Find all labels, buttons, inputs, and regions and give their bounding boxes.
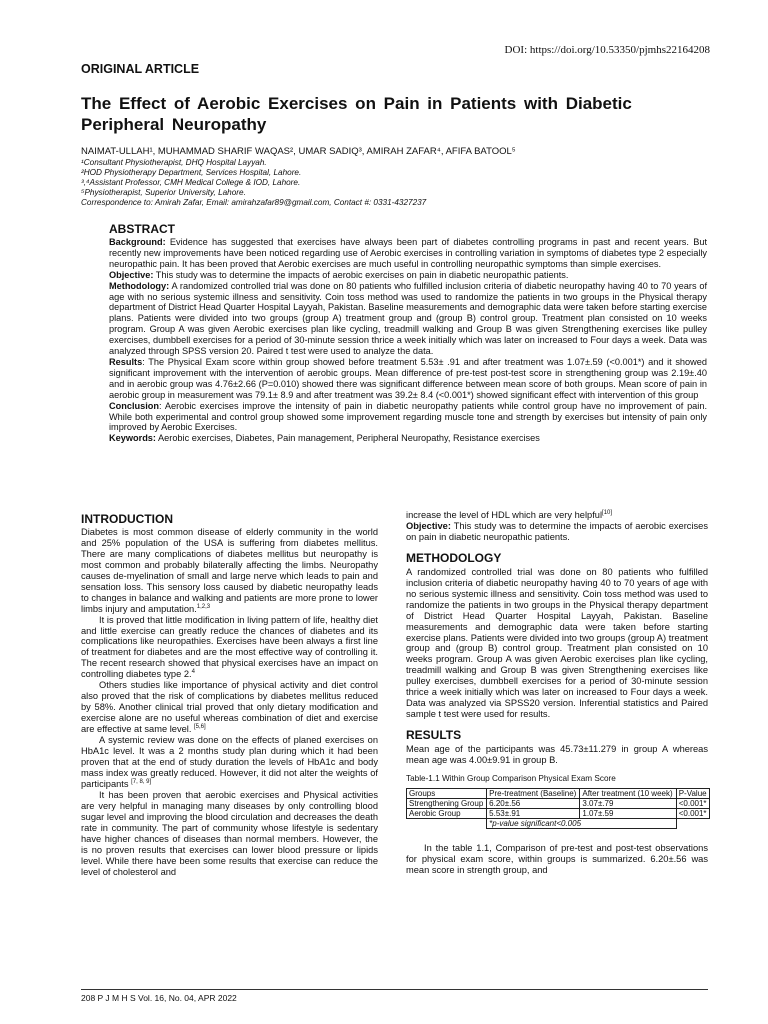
results-paragraph: Mean age of the participants was 45.73±11.279 in group A whereas mean age was 4.00±9.91 in group B. bbox=[406, 744, 708, 766]
table-footnote-row bbox=[407, 818, 710, 828]
results-table bbox=[406, 788, 710, 829]
abstract bbox=[109, 237, 707, 444]
table-row bbox=[407, 808, 710, 818]
intro-continuation: increase the level of HDL which are very helpful[10] bbox=[406, 509, 613, 520]
abstract-background: Background: Evidence has suggested that exercises have always been part of diabetes controlling programs in past and recent years. But recently new improvements have been noticed regarding use of Aerobic exercises in controlling variation in symptoms of diabetes type 2 especially neuropathic pain. It has been proved that Aerobic exercises are much useful in controlling neuropathic symptoms than simple exercises. bbox=[109, 237, 707, 269]
table-cell: 1.07±.59 bbox=[580, 808, 676, 818]
objective-paragraph: Objective: This study was to determine the impacts of aerobic exercises on pain in diabetic neuropathic patients. bbox=[406, 520, 708, 542]
methodology-paragraph: A randomized controlled trial was done on 80 patients who fulfilled inclusion criteria of diabetic neuropathy having 40 to 70 years of age with no serious systemic illness and sensitivity. Coin toss method was used to randomize the patients in two groups in the Physical therapy department of District Head Quarter Hospital Layyah, Pakistan. Baseline measurements and demographic data were taken before starting exercise plans. Patients were divided into two groups (group A) treatment group and (group B) control group. Treatment plan consisted on 10 weeks program. Group A was given Aerobic exercises plan like cycling, treadmill walking and Group B was given Strengthening exercises like pulley exercises, dumbbell exercises for a period of 30-minute session thrice a week initially which was later on increased to Four days a week. Data was analyzed via SPSS20 version. Inferential statistics and Paired sample t test were used for results. bbox=[406, 566, 708, 720]
introduction-heading: INTRODUCTION bbox=[81, 512, 173, 526]
table-caption: Table-1.1 Within Group Comparison Physical Exam Score bbox=[406, 774, 616, 784]
results-heading: RESULTS bbox=[406, 728, 462, 743]
intro-paragraph-5: It has been proven that aerobic exercises and Physical activities are very helpful in managing many diseases by only controlling blood sugar level and improving the blood circulation and decreases the death rate in community. The part of community whose lifestyle is sedentary have higher chances of diseases than normal members. However, the is no proven results that exercises can lower blood pressure or lipids level. While there have been some results that exercise can reduce the level of cholesterol and bbox=[81, 789, 378, 877]
abstract-keywords: Keywords: Aerobic exercises, Diabetes, Pain management, Peripheral Neuropathy, Resistance exercises bbox=[109, 433, 540, 444]
intro-paragraph-2: It is proved that little modification in living pattern of life, healthy diet and little exercise can greatly reduce the chances of diabetes and its complications like neuropathies. Exercises have been always a first line of treatment for diabetes and are the most effective way of controlling it. The recent research showed that physical exercises have an impact on controlling diabetes type 2.$^4$ bbox=[81, 614, 378, 680]
right-column bbox=[406, 510, 708, 876]
intro-paragraph-4: A systemic review was done on the effects of planed exercises on HbA1c level. It was a 2 months study plan during which it had been proven that at the end of study duration the levels of HbA1c and body mass index was greatly reduced. However, it did not alter the weights of participants [7, 8, 9] bbox=[81, 735, 378, 789]
page-footer: 208 P J M H S Vol. 16, No. 04, APR 2022 bbox=[81, 993, 237, 1003]
affiliation: ³,⁴Assistant Professor, CMH Medical College & IOD, Lahore. bbox=[81, 178, 301, 187]
abstract-heading: ABSTRACT bbox=[109, 222, 175, 236]
table-cell: <0.001* bbox=[676, 798, 709, 808]
correspondence: Correspondence to: Amirah Zafar, Email: amirahzafar89@gmail.com, Contact #: 0331-4327237 bbox=[81, 198, 427, 207]
affiliation: ²HOD Physiotherapy Department, Services Hospital, Lahore. bbox=[81, 168, 302, 177]
intro-paragraph-1: Diabetes is most common disease of elderly community in the world and 25% population of the USA is suffering from diabetes mellitus. There are many complications of diabetes mellitus but neuropathy is most common and probably bilaterally affecting the limbs. Neuropathy causes de-myelination of small and large nerve which leads to pain and sensation loss. This sensory loss caused by diabetic neuropathy leads to changes in balance and walking and patients are more prone to lower limbs injury and amputation.$^{1,2,3}$ bbox=[81, 526, 378, 614]
abstract-conclusion: Conclusion: Aerobic exercises improve the intensity of pain in diabetic neuropathy patients while control group have no improvement of pain. While both experimental and control group showed some improvement regarding muscle tone and strength by exercises but intensity of pain only improved by Aerobic Exercises. bbox=[109, 400, 707, 433]
table-header-cell: Pre-treatment (Baseline) bbox=[487, 788, 580, 798]
table-discussion: In the table 1.1, Comparison of pre-test and post-test observations for physical exam score, within groups is summarized. 6.20±.56 was mean score in strength group, and bbox=[406, 842, 708, 875]
abstract-results: Results: The Physical Exam score within group showed before treatment 5.53± .91 and after treatment was 1.07±.59 (<0.001*) and it showed significant improvement with the intervention of aerobic groups. Mean difference of pre-test post-test score in strengthening group was 2.19±.40 and in aerobic group was 4.76±2.66 (P=0.010) showed there was significant difference between mean score of both groups. Mean score of pain in aerobic group in measurement was 79.1± 8.9 and after treatment was 39.2± 8.4 (<0.001*) showed significant effect with intervention of this group bbox=[109, 356, 707, 400]
table-header-cell: Groups bbox=[407, 788, 487, 798]
table-cell: Strengthening Group bbox=[407, 798, 487, 808]
authors: NAIMAT-ULLAH¹, MUHAMMAD SHARIF WAQAS², UMAR SADIQ³, AMIRAH ZAFAR⁴, AFIFA BATOOL⁵ bbox=[81, 146, 516, 157]
doi: DOI: https://doi.org/10.53350/pjmhs22164208 bbox=[504, 44, 710, 56]
affiliations bbox=[81, 158, 426, 208]
table-row bbox=[407, 798, 710, 808]
abstract-methodology: Methodology: A randomized controlled trial was done on 80 patients who fulfilled inclusion criteria of diabetic neuropathy having 40 to 70 years of age with no serious systemic illness and sensitivity. Coin toss method was used to randomize the patients in two groups in the Physical therapy department of District Head Quarter Hospital Layyah, Pakistan. Baseline measurements and demographic data were taken before starting exercise plans. Patients were divided into two groups (group A) treatment group and (group B) control group. Treatment plan consisted on 10 weeks program. Group A was given Aerobic exercises plan like cycling, treadmill walking and Group B was given Strengthening exercises like pulley exercises, dumbbell exercises for a period of 30-minute session thrice a week initially which was later on increased to Four days a week. Data was analyzed through SPSS version 20. Paired t test were used to analyze the data. bbox=[109, 280, 707, 357]
table-header-row bbox=[407, 788, 710, 798]
affiliation: ¹Consultant Physiotherapist, DHQ Hospital Layyah. bbox=[81, 158, 267, 167]
table-footnote: *p-value significant<0.005 bbox=[487, 818, 677, 828]
table-cell: <0.001* bbox=[676, 808, 709, 818]
methodology-heading: METHODOLOGY bbox=[406, 550, 502, 565]
article-type: ORIGINAL ARTICLE bbox=[81, 62, 200, 76]
footer-rule bbox=[81, 989, 708, 990]
intro-paragraph-3: Others studies like importance of physical activity and diet control also proved that the risk of complications by diabetes mellitus reduced by 58%. Another clinical trial proved that only dietary modification and exercise alone are no useful whereas combination of diet and exercise are effective at same level. [5,6] bbox=[81, 680, 378, 735]
abstract-objective: Objective: This study was to determine the impacts of aerobic exercises on pain in diabetic neuropathic patients. bbox=[109, 269, 569, 280]
table-cell: 3.07±.79 bbox=[580, 798, 676, 808]
paper-title: The Effect of Aerobic Exercises on Pain in Patients with Diabetic Peripheral Neuropathy bbox=[81, 94, 632, 134]
table-header-cell: P-Value bbox=[676, 788, 709, 798]
left-column bbox=[81, 512, 378, 877]
table-cell: 5.53±.91 bbox=[487, 808, 580, 818]
table-cell: 6.20±.56 bbox=[487, 798, 580, 808]
table-header-cell: After treatment (10 week) bbox=[580, 788, 676, 798]
affiliation: ⁵Physiotherapist, Superior University, Lahore. bbox=[81, 188, 246, 197]
table-cell: Aerobic Group bbox=[407, 808, 487, 818]
